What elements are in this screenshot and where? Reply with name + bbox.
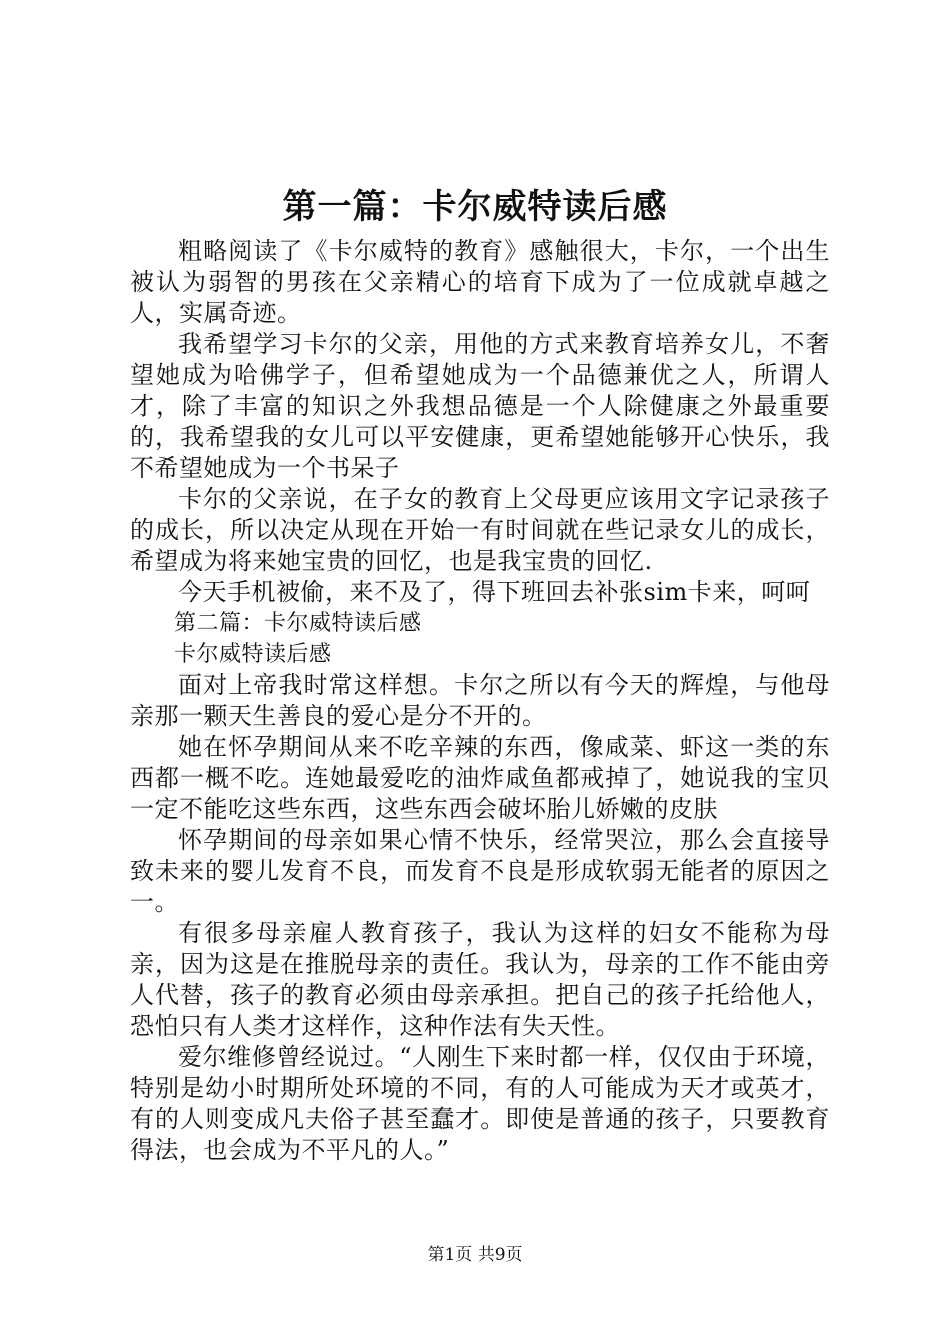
- paragraph: 我希望学习卡尔的父亲，用他的方式来教育培养女儿，不奢望她成为哈佛学子，但希望她成为一个品德兼优之人，所谓人才，除了丰富的知识之外我想品德是一个人除健康之外最重要的，我希望我的女儿可以平安健康，更希望她能够开心快乐，我不希望她成为一个书呆子: [130, 330, 830, 482]
- document-title: 第一篇：卡尔威特读后感: [282, 187, 668, 227]
- section-subheading: 卡尔威特读后感: [174, 642, 332, 667]
- paragraph: 怀孕期间的母亲如果心情不快乐，经常哭泣，那么会直接导致未来的婴儿发育不良，而发育不良是形成软弱无能者的原因之一。: [130, 826, 830, 916]
- document-body: [130, 236, 830, 1166]
- section-heading: 第二篇：卡尔威特读后感: [174, 611, 422, 636]
- page-number-footer: 第1页 共9页: [427, 1245, 523, 1265]
- paragraph: 粗略阅读了《卡尔威特的教育》感触很大，卡尔，一个出生被认为弱智的男孩在父亲精心的培育下成为了一位成就卓越之人，实属奇迹。: [130, 237, 830, 327]
- paragraph: 有很多母亲雇人教育孩子，我认为这样的妇女不能称为母亲，因为这是在推脱母亲的责任。我认为，母亲的工作不能由旁人代替，孩子的教育必须由母亲承担。把自己的孩子托给他人，恐怕只有人类才这样作，这种作法有失天性。: [130, 919, 830, 1040]
- paragraph: 面对上帝我时常这样想。卡尔之所以有今天的辉煌，与他母亲那一颗天生善良的爱心是分不开的。: [130, 671, 830, 730]
- paragraph: 卡尔的父亲说，在子女的教育上父母更应该用文字记录孩子的成长，所以决定从现在开始一有时间就在些记录女儿的成长，希望成为将来她宝贵的回忆，也是我宝贵的回忆.: [130, 485, 830, 575]
- paragraph: 她在怀孕期间从来不吃辛辣的东西，像咸菜、虾这一类的东西都一概不吃。连她最爱吃的油炸咸鱼都戒掉了，她说我的宝贝一定不能吃这些东西，这些东西会破坏胎儿娇嫩的皮肤: [130, 733, 830, 823]
- paragraph: 爱尔维修曾经说过。“人刚生下来时都一样，仅仅由于环境，特别是幼小时期所处环境的不同，有的人可能成为天才或英才，有的人则变成凡夫俗子甚至蠢才。即使是普通的孩子，只要教育得法，也会成为不平凡的人。”: [130, 1043, 830, 1164]
- paragraph: 今天手机被偷，来不及了，得下班回去补张sim卡来，呵呵: [178, 578, 811, 606]
